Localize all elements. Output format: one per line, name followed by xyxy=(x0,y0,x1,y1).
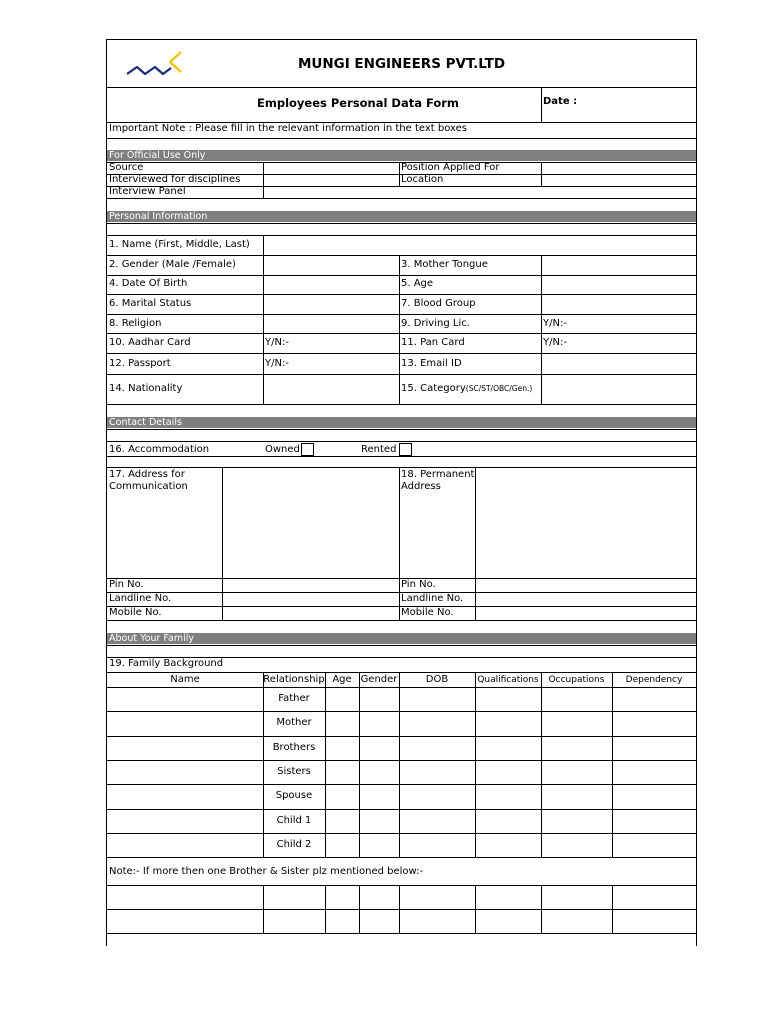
important-note: Important Note : Please fill in the relevant information in the text boxes xyxy=(109,123,467,134)
extra-family-cell-input[interactable] xyxy=(401,887,473,907)
nationality-label: 14. Nationality xyxy=(109,383,183,394)
landline-field-right[interactable] xyxy=(477,593,693,605)
panel-label: Interview Panel xyxy=(109,186,186,197)
pin-field-left[interactable] xyxy=(224,579,397,591)
family-cell-input[interactable] xyxy=(361,689,397,709)
family-header-dependency: Dependency xyxy=(625,675,683,685)
family-relation-father: Father xyxy=(278,693,310,704)
source-label: Source xyxy=(109,162,144,173)
extra-family-cell-input[interactable] xyxy=(327,911,357,931)
extra-family-cell-input[interactable] xyxy=(543,887,610,907)
location-label: Location xyxy=(401,174,444,185)
aadhar-label: 10. Aadhar Card xyxy=(109,337,191,348)
name-label: 1. Name (First, Middle, Last) xyxy=(109,239,250,250)
family-cell-input[interactable] xyxy=(361,835,397,855)
family-cell-input[interactable] xyxy=(361,811,397,831)
family-cell-input[interactable] xyxy=(614,738,694,758)
family-row-divider xyxy=(107,760,696,761)
extra-family-cell-input[interactable] xyxy=(361,911,397,931)
passport-label: 12. Passport xyxy=(109,358,171,369)
family-cell-input[interactable] xyxy=(401,835,473,855)
family-cell-input[interactable] xyxy=(109,689,261,709)
source-field[interactable] xyxy=(265,163,397,173)
gender-field[interactable] xyxy=(265,256,397,274)
family-relation-child-1: Child 1 xyxy=(276,814,312,826)
address-permanent-field[interactable] xyxy=(477,468,693,577)
family-header-name: Name xyxy=(170,674,200,685)
extra-row-divider xyxy=(107,909,696,910)
driving-yn: Y/N:- xyxy=(543,318,567,329)
position-field[interactable] xyxy=(543,163,693,173)
extra-family-cell-input[interactable] xyxy=(477,911,539,931)
extra-column-divider xyxy=(475,885,476,933)
family-cell-input[interactable] xyxy=(543,713,610,733)
family-cell-input[interactable] xyxy=(109,835,261,855)
gender-label: 2. Gender (Male /Female) xyxy=(109,259,236,270)
family-relation-child-2: Child 2 xyxy=(276,838,312,850)
pin-field-right[interactable] xyxy=(477,579,693,591)
extra-family-cell-input[interactable] xyxy=(265,911,323,931)
extra-family-cell-input[interactable] xyxy=(109,887,261,907)
family-cell-input[interactable] xyxy=(361,738,397,758)
family-cell-input[interactable] xyxy=(109,786,261,806)
family-cell-input[interactable] xyxy=(543,811,610,831)
extra-family-cell-input[interactable] xyxy=(327,887,357,907)
family-row-divider xyxy=(107,857,696,858)
family-column-divider xyxy=(475,672,476,857)
panel-field[interactable] xyxy=(265,187,695,197)
disciplines-field[interactable] xyxy=(265,175,397,185)
extra-family-cell-input[interactable] xyxy=(401,911,473,931)
family-cell-input[interactable] xyxy=(614,762,694,782)
family-cell-input[interactable] xyxy=(477,811,539,831)
location-field[interactable] xyxy=(543,175,693,185)
family-note: Note:- If more then one Brother & Sister plz mentioned below:- xyxy=(109,866,424,877)
family-relation-sisters: Sisters xyxy=(277,765,311,777)
family-relation-spouse: Spouse xyxy=(275,790,313,802)
family-row-divider xyxy=(107,711,696,712)
family-cell-input[interactable] xyxy=(327,786,357,806)
category-label: 15. Category(SC/ST/OBC/Gen.) xyxy=(401,383,533,394)
landline-label-left: Landline No. xyxy=(109,593,172,604)
family-cell-input[interactable] xyxy=(401,811,473,831)
family-cell-input[interactable] xyxy=(401,786,473,806)
family-cell-input[interactable] xyxy=(543,689,610,709)
family-cell-input[interactable] xyxy=(401,689,473,709)
family-cell-input[interactable] xyxy=(109,713,261,733)
pin-label-right: Pin No. xyxy=(401,579,436,590)
mobile-label-left: Mobile No. xyxy=(109,607,162,618)
aadhar-yn: Y/N:- xyxy=(265,337,289,348)
family-header-gender: Gender xyxy=(360,674,398,685)
rented-checkbox[interactable] xyxy=(399,443,412,456)
family-cell-input[interactable] xyxy=(543,786,610,806)
family-cell-input[interactable] xyxy=(327,835,357,855)
family-cell-input[interactable] xyxy=(109,738,261,758)
family-background-label: 19. Family Background xyxy=(109,658,224,669)
family-header-dob: DOB xyxy=(425,674,449,685)
family-cell-input[interactable] xyxy=(614,835,694,855)
family-relation-brothers: Brothers xyxy=(272,741,316,753)
extra-family-cell-input[interactable] xyxy=(614,911,694,931)
mobile-label-right: Mobile No. xyxy=(401,607,454,618)
marital-field[interactable] xyxy=(265,295,397,313)
email-field[interactable] xyxy=(543,354,693,373)
family-column-divider xyxy=(263,672,264,857)
family-cell-input[interactable] xyxy=(543,762,610,782)
family-cell-input[interactable] xyxy=(614,713,694,733)
mobile-field-right[interactable] xyxy=(477,607,693,619)
driving-label: 9. Driving Lic. xyxy=(401,318,470,329)
owned-checkbox[interactable] xyxy=(301,443,314,456)
family-column-divider xyxy=(359,672,360,857)
section-official-use: For Official Use Only xyxy=(107,150,696,161)
address-communication-field[interactable] xyxy=(224,468,397,577)
extra-family-cell-input[interactable] xyxy=(265,887,323,907)
family-cell-input[interactable] xyxy=(361,786,397,806)
dob-field[interactable] xyxy=(265,276,397,293)
family-cell-input[interactable] xyxy=(477,786,539,806)
family-row-divider xyxy=(107,784,696,785)
family-cell-input[interactable] xyxy=(477,762,539,782)
family-cell-input[interactable] xyxy=(614,811,694,831)
section-contact-details: Contact Details xyxy=(107,417,696,428)
family-cell-input[interactable] xyxy=(401,762,473,782)
family-cell-input[interactable] xyxy=(327,689,357,709)
address-communication-label: 17. Address for Communication xyxy=(109,469,188,492)
extra-column-divider xyxy=(399,885,400,933)
family-cell-input[interactable] xyxy=(477,713,539,733)
family-row-divider xyxy=(107,736,696,737)
family-cell-input[interactable] xyxy=(477,835,539,855)
company-name: MUNGI ENGINEERS PVT.LTD xyxy=(297,56,506,72)
marital-label: 6. Marital Status xyxy=(109,298,192,309)
family-cell-input[interactable] xyxy=(109,811,261,831)
position-label: Position Applied For xyxy=(401,162,500,173)
rented-label: Rented xyxy=(361,444,397,455)
pan-yn: Y/N:- xyxy=(543,337,567,348)
blood-field[interactable] xyxy=(543,295,693,313)
family-cell-input[interactable] xyxy=(543,738,610,758)
family-header-divider xyxy=(107,687,696,688)
extra-column-divider xyxy=(541,885,542,933)
family-cell-input[interactable] xyxy=(327,762,357,782)
family-cell-input[interactable] xyxy=(327,713,357,733)
address-permanent-label: 18. Permanent Address xyxy=(401,469,475,492)
extra-family-cell-input[interactable] xyxy=(543,911,610,931)
category-field[interactable] xyxy=(543,375,693,403)
family-cell-input[interactable] xyxy=(543,835,610,855)
owned-label: Owned xyxy=(265,444,300,455)
date-field[interactable] xyxy=(587,90,692,120)
family-cell-input[interactable] xyxy=(614,786,694,806)
family-header-age: Age xyxy=(332,674,352,685)
mobile-field-left[interactable] xyxy=(224,607,397,619)
landline-field-left[interactable] xyxy=(224,593,397,605)
family-cell-input[interactable] xyxy=(327,738,357,758)
accommodation-label: 16. Accommodation xyxy=(109,444,210,455)
family-row-divider xyxy=(107,809,696,810)
form-title: Employees Personal Data Form xyxy=(257,96,459,110)
extra-family-cell-input[interactable] xyxy=(109,911,261,931)
extra-family-cell-input[interactable] xyxy=(614,887,694,907)
age-field[interactable] xyxy=(543,276,693,293)
blood-label: 7. Blood Group xyxy=(401,298,476,309)
name-field[interactable] xyxy=(265,236,695,254)
mother-tongue-field[interactable] xyxy=(543,256,693,274)
extra-column-divider xyxy=(612,885,613,933)
extra-column-divider xyxy=(359,885,360,933)
family-cell-input[interactable] xyxy=(614,689,694,709)
family-cell-input[interactable] xyxy=(401,713,473,733)
family-column-divider xyxy=(612,672,613,857)
date-label: Date : xyxy=(543,96,578,107)
disciplines-label: Interviewed for disciplines xyxy=(109,174,241,185)
family-cell-input[interactable] xyxy=(477,689,539,709)
family-column-divider xyxy=(325,672,326,857)
nationality-field[interactable] xyxy=(265,375,397,403)
dob-label: 4. Date Of Birth xyxy=(109,278,188,289)
pan-label: 11. Pan Card xyxy=(401,337,465,348)
religion-label: 8. Religion xyxy=(109,318,162,329)
family-column-divider xyxy=(399,672,400,857)
mother-tongue-label: 3. Mother Tongue xyxy=(401,259,488,270)
extra-column-divider xyxy=(325,885,326,933)
section-personal-info: Personal Information xyxy=(107,211,696,222)
extra-column-divider xyxy=(263,885,264,933)
family-cell-input[interactable] xyxy=(327,811,357,831)
extra-family-cell-input[interactable] xyxy=(477,887,539,907)
family-cell-input[interactable] xyxy=(401,738,473,758)
family-cell-input[interactable] xyxy=(361,713,397,733)
email-label: 13. Email ID xyxy=(401,358,462,369)
section-family: About Your Family xyxy=(107,633,696,644)
extra-family-cell-input[interactable] xyxy=(361,887,397,907)
family-cell-input[interactable] xyxy=(477,738,539,758)
family-relation-mother: Mother xyxy=(276,717,312,729)
family-header-qualifications: Qualifications xyxy=(477,675,539,685)
family-header-occupations: Occupations xyxy=(548,675,605,685)
landline-label-right: Landline No. xyxy=(401,593,464,604)
family-cell-input[interactable] xyxy=(361,762,397,782)
pin-label-left: Pin No. xyxy=(109,579,144,590)
family-row-divider xyxy=(107,833,696,834)
age-label: 5. Age xyxy=(401,278,434,289)
personal-data-form xyxy=(106,39,697,946)
passport-yn: Y/N:- xyxy=(265,358,289,369)
family-cell-input[interactable] xyxy=(109,762,261,782)
extra-family-rows xyxy=(107,885,696,934)
family-column-divider xyxy=(541,672,542,857)
religion-field[interactable] xyxy=(265,315,397,332)
family-header-relationship: Relationship xyxy=(263,674,325,685)
